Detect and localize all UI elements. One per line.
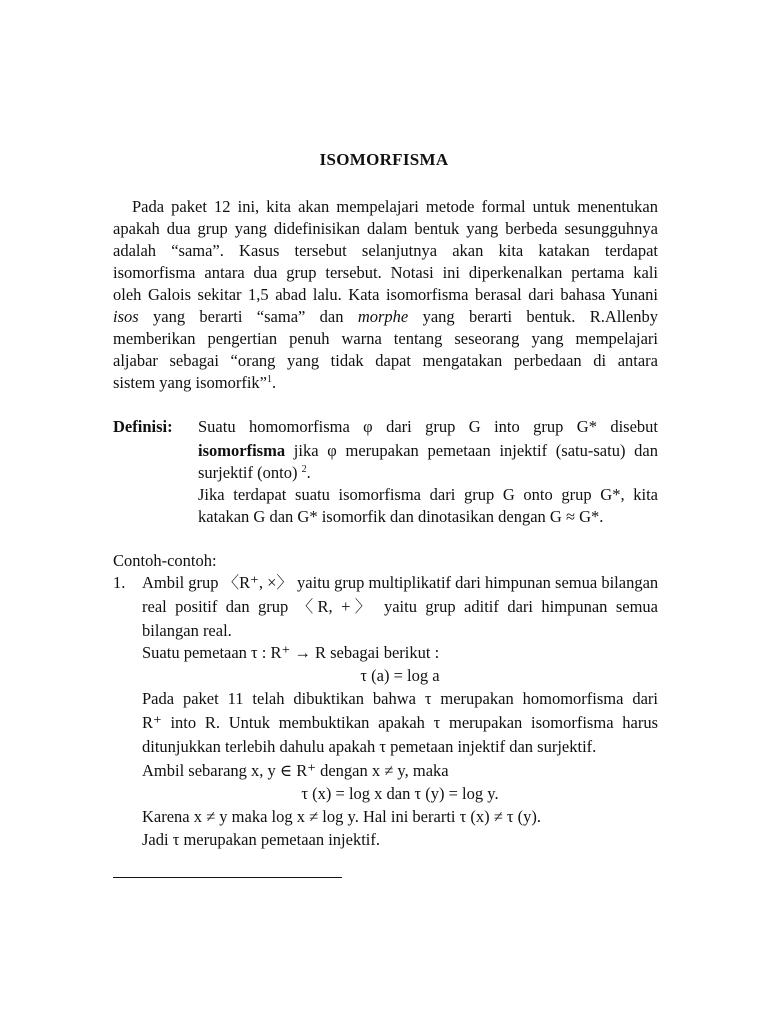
intro-line-1: Pada paket 12 ini, kita akan mempelajari metode formal untuk menentukan xyxy=(132,197,658,216)
definition-line-4: Jika terdapat suatu isomorfisma dari grup G onto grup G*, kita xyxy=(198,485,658,504)
example-line-1: Ambil grup 〈R⁺, ×〉 yaitu grup multiplikatif dari himpunan semua bilangan xyxy=(142,573,659,592)
definition-line-1: Suatu homomorfisma φ dari grup G into grup G* disebut xyxy=(198,417,658,436)
term-morphe: morphe xyxy=(357,307,409,326)
intro-line-7: memberikan pengertian penuh warna tentang seseorang yang mempelajari xyxy=(113,329,658,348)
footnote-separator xyxy=(113,877,342,878)
intro-line-6-end: yang berarti bentuk. R.Allenby xyxy=(422,307,659,326)
footnote-ref-1[interactable]: 1 xyxy=(266,374,272,385)
intro-line-3: adalah “sama”. Kasus tersebut selanjutnya akan kita katakan terdapat xyxy=(113,241,658,260)
intro-line-9-text: sistem yang isomorfik” xyxy=(113,373,267,392)
example-line-6: Pada paket 11 telah dibuktikan bahwa τ merupakan homomorfisma dari xyxy=(142,689,658,708)
term-isos: isos xyxy=(113,307,139,326)
example-formula-1: τ (a) = log a xyxy=(360,666,440,685)
example-line-9: Ambil sebarang x, y ∈ R⁺ dengan x ≠ y, maka xyxy=(142,761,449,780)
footnote-ref-2[interactable]: 2 xyxy=(301,464,307,475)
example-line-8: ditunjukkan terlebih dahulu apakah τ pemetaan injektif dan surjektif. xyxy=(142,737,597,756)
intro-line-6 xyxy=(113,306,658,328)
examples-heading: Contoh-contoh: xyxy=(113,551,217,570)
definition-line-5: katakan G dan G* isomorfik dan dinotasikan dengan G ≈ G*. xyxy=(198,507,604,526)
intro-line-4: isomorfisma antara dua grup tersebut. Notasi ini diperkenalkan pertama kali xyxy=(113,263,658,282)
example-line-11: Karena x ≠ y maka log x ≠ log y. Hal ini berarti τ (x) ≠ τ (y). xyxy=(142,807,542,826)
page-title: ISOMORFISMA xyxy=(319,150,449,169)
example-line-2: real positif dan grup 〈R, +〉 yaitu grup aditif dari himpunan semua xyxy=(142,597,658,616)
definition-line-3-text: surjektif (onto) xyxy=(198,463,298,482)
example-line-7: R⁺ into R. Untuk membuktikan apakah τ merupakan isomorfisma harus xyxy=(142,713,658,732)
intro-line-5: oleh Galois sekitar 1,5 abad lalu. Kata isomorfisma berasal dari bahasa Yunani xyxy=(113,285,658,304)
intro-line-6-mid: yang berarti “sama” dan xyxy=(153,307,344,326)
intro-line-9-end: . xyxy=(271,373,277,392)
example-number: 1. xyxy=(113,573,126,592)
definition-line-3-end: . xyxy=(306,463,311,482)
intro-line-2: apakah dua grup yang didefinisikan dalam bentuk yang berbeda sesungguhnya xyxy=(113,219,658,238)
example-formula-2: τ (x) = log x dan τ (y) = log y. xyxy=(301,784,499,803)
term-isomorfisma: isomorfisma xyxy=(198,441,286,460)
definition-label: Definisi: xyxy=(113,417,173,436)
definition-line-2-rest: jika φ merupakan pemetaan injektif (satu-satu) dan xyxy=(293,441,658,460)
example-line-3: bilangan real. xyxy=(142,621,232,640)
intro-line-9 xyxy=(113,372,276,394)
intro-line-8: aljabar sebagai “orang yang tidak dapat mengatakan perbedaan di antara xyxy=(113,351,658,370)
example-line-12: Jadi τ merupakan pemetaan injektif. xyxy=(142,830,381,849)
definition-line-2 xyxy=(198,440,658,462)
definition-line-3 xyxy=(198,462,311,484)
example-line-4: Suatu pemetaan τ : R⁺ → R sebagai berikut : xyxy=(142,643,440,662)
